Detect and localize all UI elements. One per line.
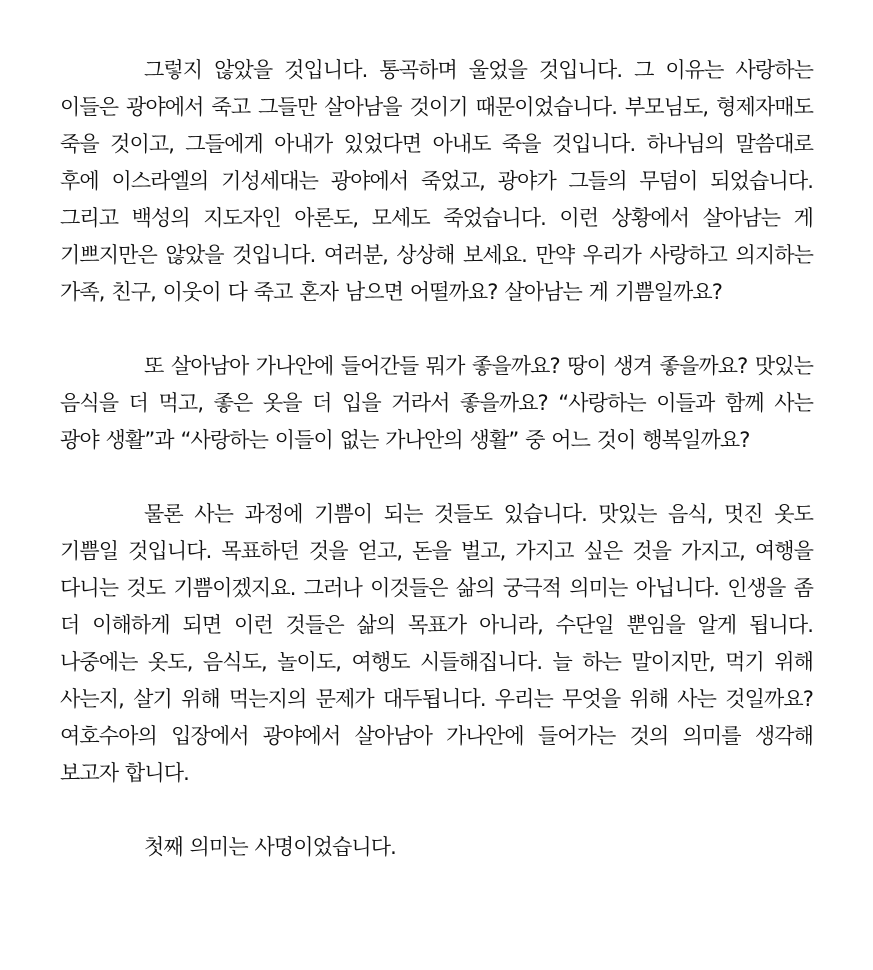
paragraph: 그렇지 않았을 것입니다. 통곡하며 울었을 것입니다. 그 이유는 사랑하는 이들은 광야에서 죽고 그들만 살아남을 것이기 때문이었습니다. 부모님도, 형제자매도 죽을 것이고, 그들에게 아내가 있었다면 아내도 죽을 것입니다. 하나님의 말씀대로 후에 이스라엘의 기성세대는 광야에서 죽었고, 광야가 그들의 무덤이 되었습니다. 그리고 백성의 지도자인 아론도, 모세도 죽었습니다. 이런 상황에서 살아남는 게 기쁘지만은 않았을 것입니다. 여러분, 상상해 보세요. 만약 우리가 사랑하고 의지하는 가족, 친구, 이웃이 다 죽고 혼자 남으면 어떨까요? 살아남는 게 기쁨일까요? bbox=[60, 58, 813, 304]
paragraph: 또 살아남아 가나안에 들어간들 뭐가 좋을까요? 땅이 생겨 좋을까요? 맛있는 음식을 더 먹고, 좋은 옷을 더 입을 거라서 좋을까요? “사랑하는 이들과 함께 사는 광야 생활”과 “사랑하는 이들이 없는 가나안의 생활” 중 어느 것이 행복일까요? bbox=[60, 354, 813, 452]
paragraph: 첫째 의미는 사명이었습니다. bbox=[144, 835, 396, 859]
document-page bbox=[60, 52, 813, 866]
paragraph: 물론 사는 과정에 기쁨이 되는 것들도 있습니다. 맛있는 음식, 멋진 옷도 기쁨일 것입니다. 목표하던 것을 얻고, 돈을 벌고, 가지고 싶은 것을 가지고, 여행을 다니는 것도 기쁨이겠지요. 그러나 이것들은 삶의 궁극적 의미는 아닙니다. 인생을 좀 더 이해하게 되면 이런 것들은 삶의 목표가 아니라, 수단일 뿐임을 알게 됩니다. 나중에는 옷도, 음식도, 놀이도, 여행도 시들해집니다. 늘 하는 말이지만, 먹기 위해 사는지, 살기 위해 먹는지의 문제가 대두됩니다. 우리는 무엇을 위해 사는 것일까요? 여호수아의 입장에서 광야에서 살아남아 가나안에 들어가는 것의 의미를 생각해 보고자 합니다. bbox=[60, 502, 813, 785]
